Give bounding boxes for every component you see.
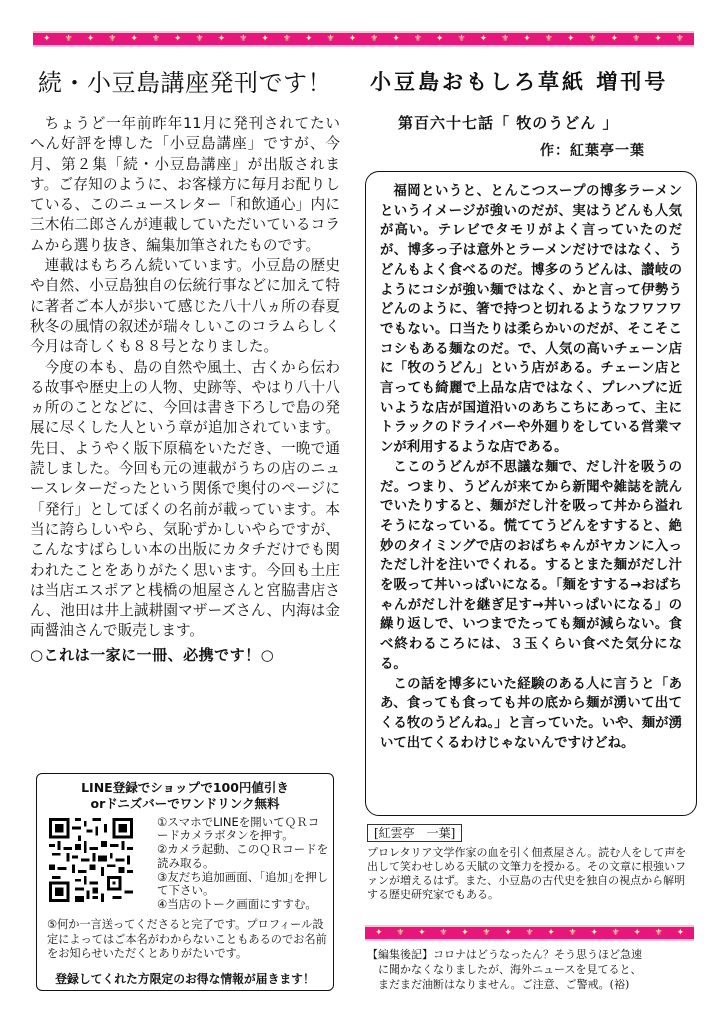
line-registration-steps	[157, 816, 329, 912]
top-decorative-band	[33, 31, 694, 47]
line-registration-box	[36, 773, 334, 991]
ornament-icon: ✦	[461, 928, 469, 938]
line-box-footer: 登録してくれた方限定のお得な情報が届きます！	[55, 972, 315, 986]
line-step: ③友だち追加画面、｢追加｣を押して下さい。	[157, 869, 329, 898]
ornament-icon: ⚜	[396, 928, 405, 938]
ornament-icon: ✦	[217, 34, 226, 44]
ornament-icon: ✦	[590, 928, 598, 938]
episode-author: 作：紅葉亭一葉	[540, 143, 645, 159]
postscript-line: 【編集後記】コロナはどうなったん？そう思うほど急速	[367, 948, 642, 961]
ornament-icon: ⚜	[370, 34, 379, 44]
ornament-icon: ⚜	[632, 34, 641, 44]
line-step: ②カメラ起動、このＱＲコードを読み取る。	[157, 842, 329, 870]
ornament-icon: ✦	[504, 928, 512, 938]
episode-title: 第百六十七話「 牧のうどん 」	[398, 114, 619, 132]
ornament-icon: ✦	[566, 34, 575, 44]
left-column	[30, 56, 340, 665]
ornament-icon: ⚜	[457, 34, 466, 44]
ornament-icon: ⚜	[501, 34, 510, 44]
line-step-note: ⑤何か一言送ってくださると完了です。プロフィール設定によってはご本名がわからないこともあるのでお名前をお知らせいただくとありがたいです。	[47, 918, 327, 960]
ornament-icon: ⚜	[326, 34, 335, 44]
ornament-icon: ✦	[435, 34, 444, 44]
line-box-heading	[37, 780, 333, 812]
ornament-icon: ✦	[654, 34, 662, 44]
ornament-icon: ✦	[261, 34, 269, 44]
ornament-icon: ⚜	[525, 928, 534, 938]
line-step: ①スマホでLINEを開いてＱＲコードカメラボタンを押す。	[157, 815, 320, 843]
story-box	[365, 171, 697, 816]
ornament-icon: ✦	[547, 928, 555, 938]
ornament-icon: ⚜	[151, 34, 160, 44]
author-profile	[367, 822, 693, 902]
ornament-icon: ✦	[375, 928, 383, 938]
ornament-icon: ⚜	[544, 34, 553, 44]
ornament-icon: ✦	[418, 928, 426, 938]
ornament-icon: ⚜	[282, 34, 291, 44]
middle-decorative-band	[365, 925, 694, 941]
story-paragraph: ここのうどんが不思議な麺で、だし汁を吸うのだ。つまり、うどんが来てから新聞や雑誌を読んでいたりすると、麺がだし汁を吸って丼から溢れそうになっている。慌ててうどんをすすると、絶妙のタイミングで店のおばちゃんがヤカンに入っただし汁を注いでくれる。するとまた麺がだし汁を吸って丼いっぱいになる。「麺をすする→おばちゃんがだし汁を継ぎ足す→丼いっぱいになる」の繰り返しで、いつまでたっても麺が減らない。食べ終わるころには、３玉くらい食べた気分になる。	[380, 459, 682, 672]
ornament-icon: ⚜	[439, 928, 448, 938]
ornament-icon: ⚜	[654, 928, 663, 938]
ornament-icon: ✦	[479, 34, 488, 44]
article-paragraph: ちょうど一年前昨年11月に発刊されてたいへん好評を博した「小豆島講座」ですが、今月、第２集「続・小豆島講座」が出版されます。ご存知のように、お客様方に毎月お配りしている、このニュースレター「和飲通心」内に三木佑二郎さんが連載していただいているコラムから選り抜き、編集加筆されたものです。	[30, 115, 340, 254]
ornament-icon: ✦	[43, 34, 51, 44]
ornament-icon: ✦	[173, 34, 182, 44]
ornament-icon: ⚜	[239, 34, 248, 44]
ornament-icon: ✦	[523, 34, 531, 44]
story-paragraph: この話を博多にいた経験のある人に言うと「ああ、食っても食っても丼の底から麺が湧いて出てくる牧のうどんね。」と言っていた。いや、麺が湧いて出てくるわけじゃないんですけどね。	[380, 676, 682, 751]
ornament-icon: ⚜	[195, 34, 204, 44]
ornament-icon: ⚜	[108, 34, 117, 44]
postscript-line: まだまだ油断はなりません。ご注意、ご警戒。(裕)	[378, 978, 630, 991]
ornament-icon: ⚜	[413, 34, 422, 44]
article-paragraph: 連載はもちろん続いています。小豆島の歴史や自然、小豆島独自の伝統行事などに加えて特に著者ご本人が歩いて感じた八十八ヵ所の春夏秋冬の風情の叙述が瑞々しいこのコラムらしく今月は奇しくも８８号となりました。	[30, 257, 340, 356]
article-paragraph: 今度の本も、島の自然や風土、古くから伝わる故事や歴史上の人物、史跡等、やはり八十八ヵ所のことなどに、今回は書き下ろしで島の発展に尽くした人という章が追加されています。先日、ようやく版下原稿をいただき、一晩で通読しました。今回も元の連載がうちの店のニュースレターだったという関係で奥付のページに「発行」としてぼくの名前が載っています。本当に誇らしいやら、気恥ずかしいやらですが、こんなすばらしい本の出版にカタチだけでも関われたことをありがたく思います。今回も土庄は当店エスポアと桟橋の旭屋さんと宮脇書店さん、池田は井上誠耕園マザーズさん、内海は金両醤油さんで販売します。	[30, 358, 340, 640]
ornament-icon: ⚜	[64, 34, 73, 44]
ornament-icon: ⚜	[675, 34, 684, 44]
qr-code-icon[interactable]	[49, 818, 133, 902]
line-step: ④当店のトーク画面にすすむ。	[157, 897, 317, 912]
article-body	[30, 114, 340, 642]
ornament-icon: ✦	[610, 34, 619, 44]
ornament-icon: ✦	[130, 34, 138, 44]
ornament-icon: ⚜	[482, 928, 491, 938]
author-profile-heading: [紅雲亭 一葉]	[367, 824, 462, 842]
author-profile-body: プロレタリア文学作家の血を引く佃煮屋さん。読む人をして声を出して笑わせしめる天賦の文筆力を授かる。その文章に根強いファンが増えるはず。また、小豆島の古代史を独自の視点から解明する歴史研究家でもある。	[367, 846, 687, 901]
article-motto: ○これは一家に一冊、必携です！○	[30, 645, 275, 664]
ornament-icon: ✦	[392, 34, 400, 44]
column-title: 小豆島おもしろ草紙 増刊号	[370, 70, 669, 94]
story-paragraph: 福岡というと、とんこつスープの博多ラーメンというイメージが強いのだが、実はうどんも人気が高い。テレビでタモリがよく言っていたのだが、博多っ子は意外とラーメンだけではなく、うどんもよく食べるのだ。博多のうどんは、讃岐のようにコシが強い麺ではなく、かと言って伊勢うどんのように、箸で持つと切れるようなフワフワでもない。口当たりは柔らかいのだが、そこそこコシもある麺なのだ。で、人気の高いチェーン店に「牧のうどん」という店がある。チェーン店と言っても綺麗で上品な店ではなく、プレハブに近いような店が国道沿いのあちこちにあって、主にトラックのドライバーや外廻りをしている営業マンが利用するような店である。	[380, 184, 682, 456]
postscript-line: に聞かなくなりましたが、海外ニュースを見てると、	[378, 963, 642, 976]
ornament-icon: ✦	[304, 34, 313, 44]
ornament-icon: ⚜	[588, 34, 597, 44]
ornament-icon: ✦	[348, 34, 357, 44]
ornament-icon: ⚜	[611, 928, 620, 938]
ornament-icon: ✦	[676, 928, 684, 938]
editor-postscript	[367, 947, 697, 992]
ornament-icon: ✦	[633, 928, 641, 938]
ornament-icon: ⚜	[568, 928, 577, 938]
article-title: 続・小豆島講座発刊です！	[38, 69, 332, 97]
line-box-heading-line2: orドニズバーでワンドリンク無料	[90, 796, 280, 811]
ornament-icon: ✦	[86, 34, 95, 44]
line-box-heading-line1: LINE登録でショップで100円値引き	[81, 780, 289, 795]
